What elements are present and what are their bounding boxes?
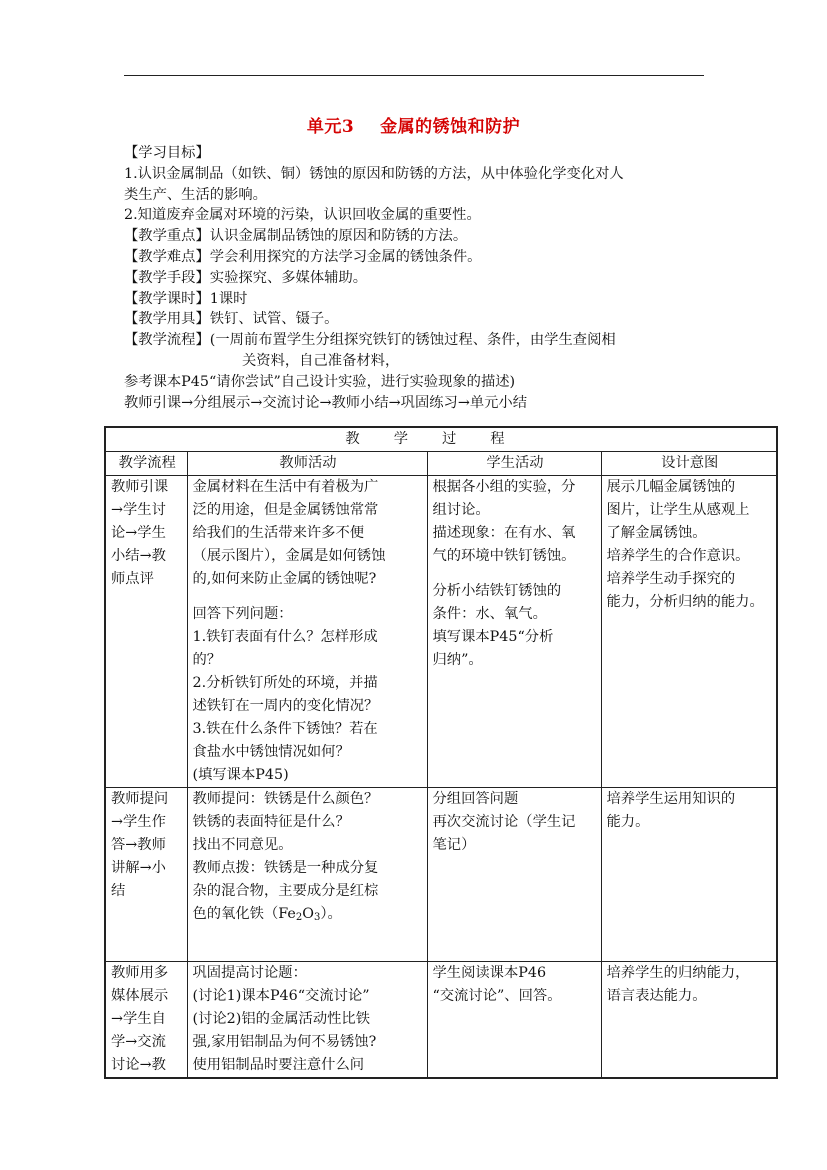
row2-intent: 培养学生运用知识的 能力。 <box>601 788 777 962</box>
unit-label: 单元3 <box>306 117 355 137</box>
goals-heading: 【学习目标】 <box>124 145 210 161</box>
row1-teacher: 金属材料在生活中有着极为广 泛的用途，但是金属锈蚀常常 给我们的生活带来许多不便 （展示图片），金属是如何锈蚀 的,如何来防止金属的锈蚀呢? 回答下列问题： 1.铁钉表面有什么？怎样形成 的？ 2.分析铁钉所处的环境，并描 述铁钉在一周内的变化情况？ 3.铁在什么条件下锈蚀？若在 食盐水中锈蚀情况如何？ (填写课本P45) <box>187 476 427 788</box>
table-row <box>105 476 777 788</box>
process-table <box>104 426 778 1079</box>
teaching-tools: 【教学用具】铁钉、试管、镊子。 <box>124 311 339 328</box>
header-rule <box>124 75 704 76</box>
header-intent: 设计意图 <box>601 452 777 476</box>
table-header-row <box>105 452 777 476</box>
title-text: 金属的锈蚀和防护 <box>380 117 521 137</box>
flow-line-3: 参考课本P45“请你尝试”自己设计实验，进行实验现象的描述) <box>124 373 516 390</box>
intro-section <box>124 143 724 413</box>
teaching-hours: 【教学课时】1课时 <box>124 290 248 307</box>
table-row <box>105 788 777 962</box>
row1-student: 根据各小组的实验，分 组讨论。 描述现象：在有水、氧 气的环境中铁钉锈蚀。 分析小结铁钉锈蚀的 条件：水、氧气。 填写课本P45“分析 归纳”。 <box>427 476 601 788</box>
row3-teacher: 巩固提高讨论题： (讨论1)课本P46“交流讨论” (讨论2)铝的金属活动性比铁 强,家用铝制品为何不易锈蚀? 使用铝制品时要注意什么问 <box>187 962 427 1079</box>
row2-flow: 教师提问 →学生作 答→教师 讲解→小 结 <box>105 788 187 962</box>
table-caption-row <box>105 427 777 452</box>
flow-line-2: 关资料，自己准备材料， <box>242 352 400 369</box>
page-title <box>0 112 827 137</box>
table-caption: 教学过程 <box>105 427 777 452</box>
teaching-means: 【教学手段】实验探究、多媒体辅助。 <box>124 269 368 286</box>
row3-flow: 教师用多 媒体展示 →学生自 学→交流 讨论→教 <box>105 962 187 1079</box>
goal-2: 2.知道废弃金属对环境的污染，认识回收金属的重要性。 <box>124 207 481 224</box>
goal-1-line-2: 类生产、生活的影响。 <box>124 186 267 203</box>
table-row <box>105 962 777 1079</box>
row2-student: 分组回答问题 再次交流讨论（学生记 笔记） <box>427 788 601 962</box>
row1-flow: 教师引课 →学生讨 论→学生 小结→教 师点评 <box>105 476 187 788</box>
row2-teacher: 教师提问：铁锈是什么颜色？ 铁锈的表面特征是什么？ 找出不同意见。 教师点拨：铁锈是一种成分复 杂的混合物，主要成分是红棕 色的氧化铁$(Fe_2O_3)$。 <box>187 788 427 962</box>
difficulty: 【教学难点】学会利用探究的方法学习金属的锈蚀条件。 <box>124 248 482 265</box>
header-teacher: 教师活动 <box>187 452 427 476</box>
goal-1-line-1: 1.认识金属制品（如铁、铜）锈蚀的原因和防锈的方法，从中体验化学变化对人 <box>124 165 624 182</box>
row1-intent: 展示几幅金属锈蚀的 图片，让学生从感观上 了解金属锈蚀。 培养学生的合作意识。 培养学生动手探究的 能力，分析归纳的能力。 <box>601 476 777 788</box>
flow-line-4: 教师引课→分组展示→交流讨论→教师小结→巩固练习→单元小结 <box>124 394 528 411</box>
flow-line-1: 【教学流程】(一周前布置学生分组探究铁钉的锈蚀过程、条件，由学生查阅相 <box>124 332 616 349</box>
header-flow: 教学流程 <box>105 452 187 476</box>
row3-intent: 培养学生的归纳能力， 语言表达能力。 <box>601 962 777 1079</box>
iron-oxide-formula: 色的氧化铁$(Fe_2O_3)$。 <box>192 906 342 923</box>
row3-student: 学生阅读课本P46 “交流讨论”、回答。 <box>427 962 601 1079</box>
key-point: 【教学重点】认识金属制品锈蚀的原因和防锈的方法。 <box>124 228 468 245</box>
header-student: 学生活动 <box>427 452 601 476</box>
